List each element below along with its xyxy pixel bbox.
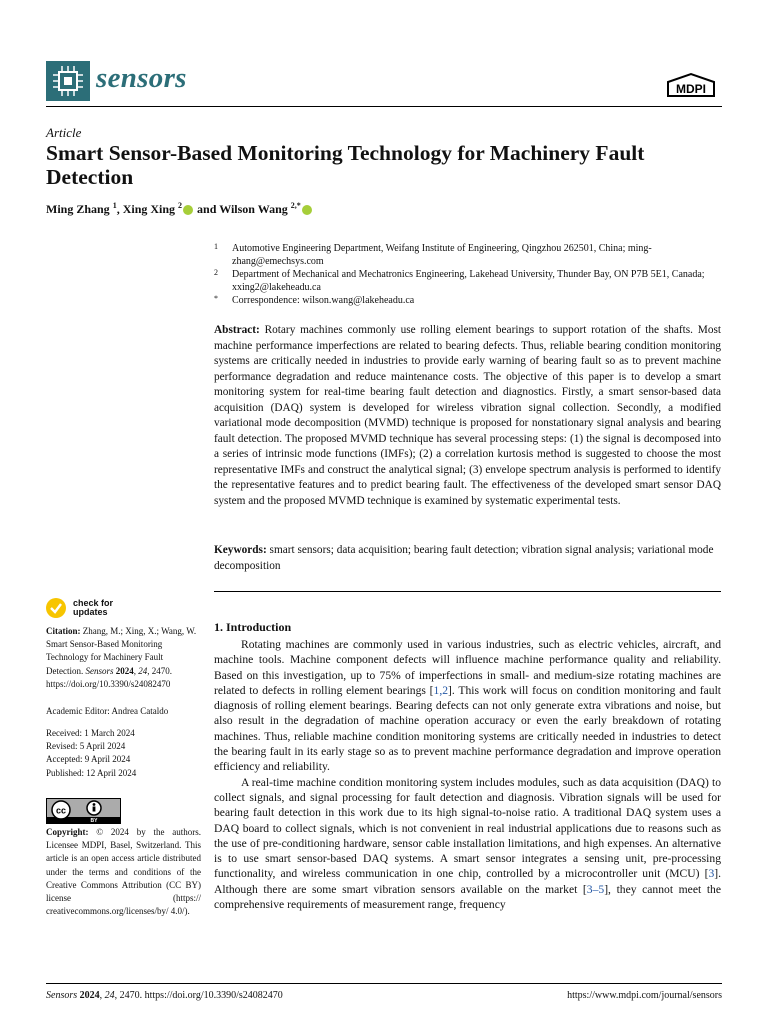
correspondence: * Correspondence: wilson.wang@lakeheadu.ca	[214, 294, 415, 306]
paragraph: Rotating machines are commonly used in various industries, such as electric vehicles, aircraft, and machine tools. Machine component defects will influence machine performance quality and reliability. Based on this investigation, up to 75% of imperfections in small- and medium-size rotating machines are related to defects in rolling element bearings [1,2]. This work will focus on condition monitoring and fault diagnosis of rolling element bearings. Bearing defects can not only generate extra vibrations and noise, but also result in the degradation of machine operation accuracy or even the early breakdown of rotating machines. Thus, reliable machine condition monitoring systems are critically needed in industries to detect the bearing fault in its early stage so as to prevent machine performance degradation and improve operation efficiency and reliability.	[214, 638, 722, 774]
copyright-block: Copyright: © 2024 by the authors. Licensee MDPI, Basel, Switzerland. This article is an open access article distributed under the terms and conditions of the Creative Commons Attribution (CC BY) license (https:// creativecommons.org/licenses/by/ 4.0/).	[46, 827, 202, 917]
author-sup: 2	[178, 201, 183, 210]
date-received: Received: 1 March 2024	[46, 728, 135, 738]
date-revised: Revised: 5 April 2024	[46, 741, 126, 752]
orcid-icon[interactable]	[183, 205, 193, 215]
sensors-logo-icon	[46, 61, 90, 101]
abstract-text: Rotary machines commonly use rolling element bearings to support rotation of the shafts. Most machine performance imperfections are related to bearing defects. Thus, reliable bearing condition monitoring systems are critically needed in industries to provide early warning of bearing fault so as to prevent machine performance degradation and reduce maintenance costs. The objective of this paper is to develop a smart monitoring system for real-time bearing fault detection and diagnostics. Firstly, a smart sensor-based data acquisition (DAQ) system is developed for wireless vibration signal collection. Secondly, a modified variational mode decomposition (MVMD) technique is proposed for nonstationary signal analysis and bearing fault detection. The proposed MVMD technique has several processing steps: (1) the signal is decomposed into a series of intrinsic mode functions (IMFs); (2) a correlation kurtosis method is suggested to choose the most representative IMFs and construct the analytical signal; (3) envelope spectrum analysis is performed to identify the representative features and to predict bearing fault. The effectiveness of the developed smart sensor DAQ system and the proposed MVMD technique is examined by systematic experimental tests.	[214, 324, 721, 507]
footer-rule	[46, 983, 722, 984]
author-name: Ming Zhang	[46, 202, 110, 216]
author-name: Wilson Wang	[219, 202, 288, 216]
dates-block	[46, 727, 201, 780]
check-for-updates-button[interactable]: check for updates	[46, 598, 113, 618]
author-sup: 1	[112, 201, 117, 210]
affiliation: 2 Department of Mechanical and Mechatronics Engineering, Lakehead University, Thunder Bay, ON P7B 5E1, Canada; xxing2@lakeheadu.ca	[214, 268, 705, 293]
citation-link[interactable]: 3–5	[586, 882, 605, 896]
citation-link[interactable]: 1,2	[433, 683, 449, 697]
doi-link[interactable]: https://doi.org/10.3390/s24082470	[46, 678, 171, 689]
intro-body	[214, 637, 721, 912]
orcid-icon[interactable]	[302, 205, 312, 215]
date-published: Published: 12 April 2024	[46, 767, 137, 778]
publisher-name: MDPI	[676, 82, 706, 96]
citation-link[interactable]: 3	[708, 867, 715, 881]
abstract	[214, 323, 721, 509]
journal-name: sensors	[96, 62, 187, 94]
cc-by-license-icon[interactable]	[46, 798, 121, 824]
svg-text:BY: BY	[90, 818, 98, 823]
citation-block: Citation: Zhang, M.; Xing, X.; Wang, W. Smart Sensor-Based Monitoring Technology for Machinery Fault Detection. Sensors 2024, 24, 2470. https://doi.org/10.3390/s24082470	[46, 626, 197, 689]
author-name: Xing Xing	[122, 202, 176, 216]
mdpi-logo-icon	[664, 72, 718, 100]
keywords-label: Keywords:	[214, 544, 267, 556]
author-sup: 2,*	[290, 201, 301, 210]
header-rule	[46, 106, 722, 107]
keywords-text: smart sensors; data acquisition; bearing fault detection; vibration signal analysis; variational mode decomposition	[214, 544, 714, 572]
keywords	[214, 543, 721, 574]
affiliation: 1 Automotive Engineering Department, Weifang Institute of Engineering, Qingzhou 262501, China; ming-zhang@emechsys.com	[214, 242, 652, 267]
article-type: Article	[46, 125, 82, 140]
date-accepted: Accepted: 9 April 2024	[46, 754, 131, 765]
section-heading: 1. Introduction	[214, 620, 292, 634]
footer-citation: Sensors 2024, 24, 2470. https://doi.org/10.3390/s24082470	[46, 990, 283, 1001]
article-title: Smart Sensor-Based Monitoring Technology for Machinery Fault Detection	[46, 141, 645, 189]
author-list: Ming Zhang $^1$, Xing Xing $^2$ and Wilson Wang $^{2,*}$	[46, 201, 313, 217]
svg-text:cc: cc	[55, 805, 67, 816]
section-rule	[214, 591, 721, 592]
check-updates-icon	[46, 598, 66, 618]
abstract-label: Abstract:	[214, 324, 260, 336]
journal-url-link[interactable]: https://www.mdpi.com/journal/sensors	[567, 990, 722, 1001]
paragraph: A real-time machine condition monitoring system includes modules, such as data acquisition (DAQ) to collect signals, and signal processing for fault detection and diagnosis. Vibration signals will be used for bearing fault detection in this work due to its high signal-to-noise ratio. A traditional DAQ system uses a DAQ board to collect signals, which is not convenient in real industrial applications due to reasons such as the use of pre-conditioning hardware, sensor cable installation limitations, and high expenses. An alternative is to use smart sensor-based DAQ systems. A smart sensor integrates a sensing unit, pre-processing functionality, and wireless communication in one chip, controlled by a microcontroller unit (MCU) [3]. Although there are some smart vibration sensors available on the market [3–5], they cannot meet the comprehensive requirements of measurement range, frequency	[214, 775, 721, 912]
academic-editor: Academic Editor: Andrea Cataldo	[46, 706, 169, 716]
